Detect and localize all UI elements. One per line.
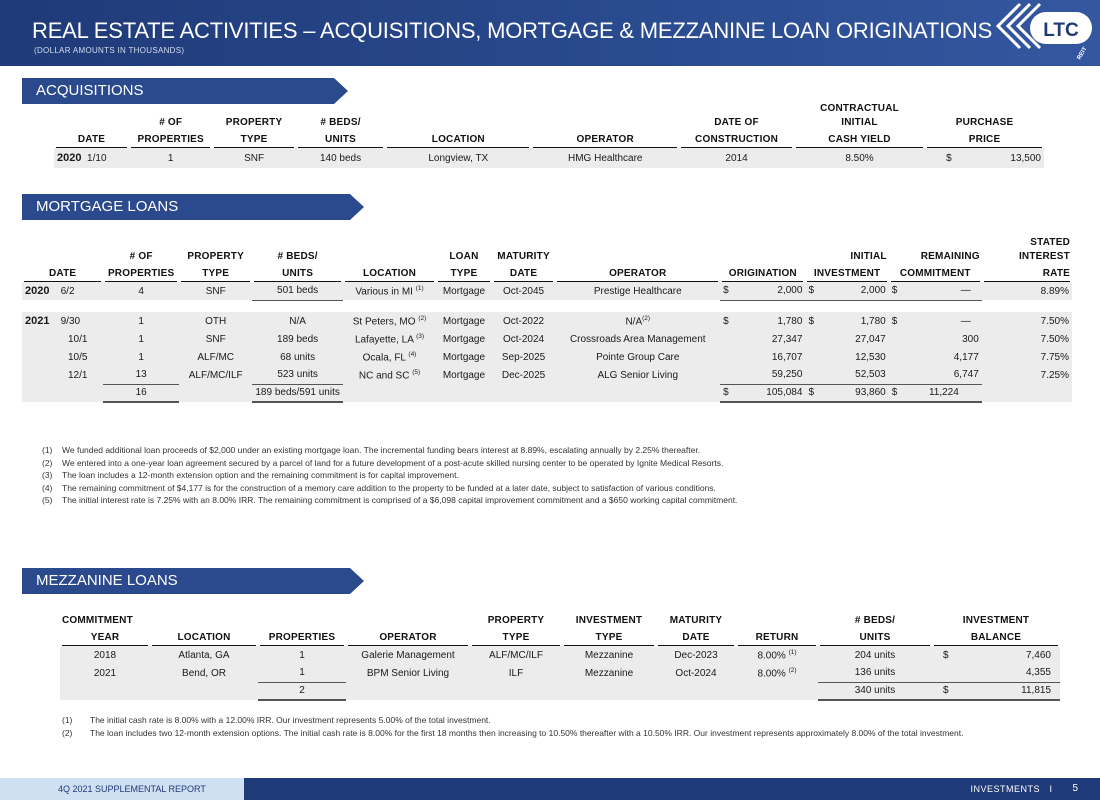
table-row: 2020 1/10 1 SNF 140 beds Longview, TX HMG Healthcare 2014 8.50% $ 13,500 xyxy=(54,148,1044,168)
footer-separator: I xyxy=(1049,784,1052,794)
footnote: (2) The loan includes two 12-month extension options. The initial cash rate is 8.00% for the first 18 months then increasing to 10.50% thereafter with a 10.50% IRR. Our investment represents approximately 8.00% of the total investment. xyxy=(62,727,964,738)
mtg-col-initial: INVESTMENT xyxy=(805,262,888,282)
mtg-col-loan-type: TYPE xyxy=(436,262,492,282)
svg-text:LTC: LTC xyxy=(1043,20,1079,41)
ltc-reit-logo xyxy=(990,0,1100,66)
mez-col-year: YEAR xyxy=(60,626,150,646)
table-row: 2021 Bend, OR 1 BPM Senior Living ILF Mezzanine Oct-2024 8.00% $^{(2)}$ 136 units 4,355 xyxy=(60,664,1060,682)
mez-col-inv-type: TYPE xyxy=(562,626,656,646)
table-row: 12/1 13 ALF/MC/ILF 523 units NC and SC $^{(5)}$ Mortgage Dec-2025 ALG Senior Living 59,250 52,503 6,747 7.25% xyxy=(22,366,1072,384)
table-row: 10/1 1 SNF 189 beds Lafayette, LA $^{(3)}$ Mortgage Oct-2024 Crossroads Area Management 27,347 27,047 300 7.50% xyxy=(22,330,1072,348)
mortgage-footnotes xyxy=(42,444,1042,507)
svg-text:REIT: REIT xyxy=(1076,46,1089,61)
mez-col-maturity: DATE xyxy=(656,626,736,646)
mtg-col-date: DATE xyxy=(22,262,103,282)
acq-col-location: LOCATION xyxy=(385,128,531,148)
mtg-col-type: TYPE xyxy=(179,262,252,282)
page-footer xyxy=(0,778,1100,800)
mez-col-type: TYPE xyxy=(470,626,562,646)
mez-col-operator: OPERATOR xyxy=(346,626,470,646)
mtg-col-location: LOCATION xyxy=(343,262,436,282)
page-number: 5 xyxy=(1072,783,1078,794)
totals-row: 2 340 units $ 11,815 xyxy=(60,682,1060,700)
acq-col-beds: UNITS xyxy=(296,128,386,148)
table-row: 2018 Atlanta, GA 1 Galerie Management ALF/MC/ILF Mezzanine Dec-2023 8.00% $^{(1)}$ 204 units $ 7,460 xyxy=(60,646,1060,664)
acq-col-yield-l1: CONTRACTUAL xyxy=(820,103,899,114)
page-subtitle: (DOLLAR AMOUNTS IN THOUSANDS) xyxy=(34,46,185,55)
mezzanine-table: COMMITMENT PROPERTY INVESTMENT MATURITY # BEDS/ INVESTMENT YEAR LOCATION PROPERTIES OPERATOR TYPE TYPE DATE RETURN UNITS BALANCE 2018 Atlanta, GA 1 Galerie Management ALF/MC/ILF Mezzanine Dec-2023 8.00% $^{(1)}$ 204 units $ 7,460 2021 Bend, OR 1 BPM Senior Living ILF Mezzanine Oct-2024 8.00% $^{(2)}$ 136 units 4,355 2 340 units $ 11,815 xyxy=(60,608,1060,701)
footnote: (5) The initial interest rate is 7.25% with an 8.00% IRR. The remaining commitment is comprised of a $6,098 capital improvement commitment and a $650 working capital commitment. xyxy=(42,495,738,506)
acq-col-type: TYPE xyxy=(212,128,295,148)
table-row: 2021 9/30 1 OTH N/A St Peters, MO $^{(2)}$ Mortgage Oct-2022 $N/A^{(2)}$ $ 1,780 $ 1,780 $ — 7.50% xyxy=(22,312,1072,330)
mez-col-beds: UNITS xyxy=(818,626,932,646)
acq-col-operator: OPERATOR xyxy=(531,128,679,148)
footnote: (1) We funded additional loan proceeds of $2,000 under an existing mortgage loan. The incremental funding bears interest at 8.89%, escalating annually by 2.25% thereafter. xyxy=(42,445,701,455)
mtg-col-beds: UNITS xyxy=(252,262,343,282)
mez-col-return: RETURN xyxy=(736,626,818,646)
mtg-col-remaining: COMMITMENT xyxy=(889,262,982,282)
acq-col-price: PRICE xyxy=(925,128,1044,148)
mtg-col-rate: RATE xyxy=(982,262,1072,282)
mez-col-balance: BALANCE xyxy=(932,626,1060,646)
acq-col-date: DATE xyxy=(54,128,129,148)
mortgage-table: STATED # OF PROPERTY # BEDS/ LOAN MATURITY INITIAL REMAINING INTEREST DATE PROPERTIES TYPE UNITS LOCATION TYPE DATE OPERATOR ORIGINATION INVESTMENT COMMITMENT RATE 2020 6/2 4 SNF 501 beds Various in MI $^{(1)}$ Mortgage Oct-2045 Prestige Healthcare $ 2,000 $ 2,000 $ — 8.89% 2021 9/30 1 OTH N/A St Peters, MO $^{(2)}$ Mortgage Oct-2022 $N/A^{(2)}$ $ 1,780 $ 1,780 $ — 7.50% 10/1 1 SNF 189 beds Lafayette, LA $^{(3)}$ Mortgage Oct-2024 Crossroads Area Management 27,347 27,047 300 7.50% 10/5 1 ALF/MC 68 units Ocala, FL $^{(4)}$ Mortgage Sep-2025 Pointe Group Care 16,707 12,530 4,177 7.75% 12/1 13 ALF/MC/ILF 523 units NC and SC $^{(5)}$ Mortgage Dec-2025 ALG Senior Living 59,250 52,503 6,747 7.25% 16 189 beds/591 units $ 105,084 $ 93,860 $ 11,224 xyxy=(22,234,1072,403)
mez-col-properties: PROPERTIES xyxy=(258,626,346,646)
page-title: REAL ESTATE ACTIVITIES – ACQUISITIONS, MORTGAGE & MEZZANINE LOAN ORIGINATIONS xyxy=(32,18,993,43)
mezzanine-title: MEZZANINE LOANS xyxy=(36,572,178,589)
mtg-col-origination: ORIGINATION xyxy=(720,262,805,282)
acquisitions-title: ACQUISITIONS xyxy=(36,82,144,99)
footnote: (1) The initial cash rate is 8.00% with a 12.00% IRR. Our investment represents 5.00% of the total investment. xyxy=(62,715,491,725)
acq-col-yield: CASH YIELD xyxy=(794,128,925,148)
mezzanine-footnotes xyxy=(62,714,1010,739)
acq-col-properties: PROPERTIES xyxy=(129,128,212,148)
acq-col-construction: CONSTRUCTION xyxy=(679,128,794,148)
table-row: 2020 6/2 4 SNF 501 beds Various in MI $^{(1)}$ Mortgage Oct-2045 Prestige Healthcare $ 2,000 $ 2,000 $ — 8.89% xyxy=(22,282,1072,300)
table-row: 10/5 1 ALF/MC 68 units Ocala, FL $^{(4)}$ Mortgage Sep-2025 Pointe Group Care 16,707 12,530 4,177 7.75% xyxy=(22,348,1072,366)
mtg-col-operator: OPERATOR xyxy=(555,262,720,282)
mortgage-title: MORTGAGE LOANS xyxy=(36,198,179,215)
mtg-col-maturity: DATE xyxy=(492,262,556,282)
acquisitions-table: CONTRACTUAL # OF PROPERTY # BEDS/ DATE OF INITIAL PURCHASE DATE PROPERTIES TYPE UNITS LOCATION OPERATOR CONSTRUCTION CASH YIELD PRICE 2020 1/10 1 SNF 140 beds Longview, TX HMG Healthcare 2014 8.50% $ 13,500 xyxy=(54,100,1044,168)
report-name: 4Q 2021 SUPPLEMENTAL REPORT xyxy=(0,778,244,800)
totals-row: 16 189 beds/591 units $ 105,084 $ 93,860 $ 11,224 xyxy=(22,384,1072,402)
section-name: INVESTMENTS xyxy=(970,784,1040,794)
page-header xyxy=(0,0,1100,66)
footnote: (4) The remaining commitment of $4,177 is for the construction of a memory care addition to the property to be funded at a later date, subject to satisfaction of various conditions. xyxy=(42,482,716,493)
footnote: (3) The loan includes a 12-month extension option and the remaining commitment is for capital improvement. xyxy=(42,470,459,481)
mtg-col-properties: PROPERTIES xyxy=(103,262,179,282)
mortgage-banner xyxy=(22,194,350,220)
footnote: (2) We entered into a one-year loan agreement secured by a parcel of land for a future development of a post-acute skilled nursing center to be operated by Ignite Medical Resorts. xyxy=(42,457,724,468)
mezzanine-banner xyxy=(22,568,350,594)
mez-col-location: LOCATION xyxy=(150,626,258,646)
